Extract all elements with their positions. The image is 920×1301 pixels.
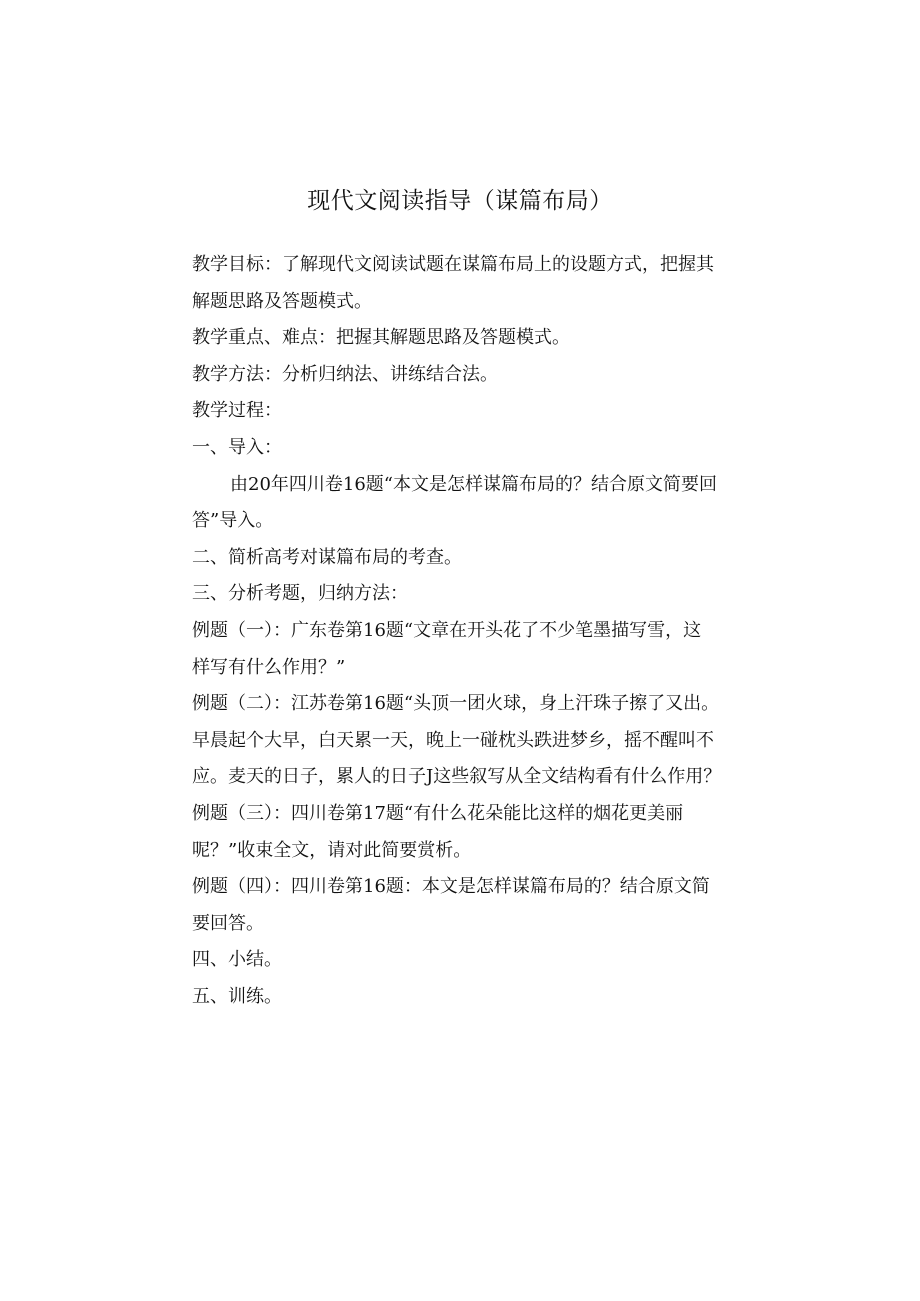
example-4-line-1: 例题（四）：四川卷第16题：本文是怎样谋篇布局的？结合原文简	[192, 876, 710, 898]
section-methods-heading: 三、分析考题，归纳方法：	[192, 583, 408, 605]
document-title: 现代文阅读指导（谋篇布局）	[307, 188, 613, 214]
example-1-line-2: 样写有什么作用？”	[192, 656, 346, 678]
document-body	[192, 247, 744, 1015]
intro-paragraph-line-2: 答”导入。	[192, 510, 274, 532]
example-2-line-1: 例题（二）：江苏卷第16题“头顶一团火球，身上汗珠子擦了又出。	[192, 693, 720, 715]
section-practice-heading: 五、训练。	[192, 985, 282, 1007]
section-intro-heading: 一、导入：	[192, 436, 282, 458]
teaching-goal-line-1: 教学目标：了解现代文阅读试题在谋篇布局上的设题方式，把握其	[192, 254, 714, 275]
teaching-goal-line-2: 解题思路及答题模式。	[192, 290, 372, 312]
section-analysis-heading: 二、简析高考对谋篇布局的考查。	[192, 546, 462, 568]
intro-paragraph-line-1: 由20年四川卷16题“本文是怎样谋篇布局的？结合原文简要回	[230, 473, 718, 495]
teaching-focus-line: 教学重点、难点：把握其解题思路及答题模式。	[192, 327, 570, 349]
example-4-line-2: 要回答。	[192, 912, 264, 934]
example-2-line-3: 应。麦天的日子，累人的日子J这些叙写从全文结构看有什么作用？	[192, 766, 722, 788]
example-1-line-1: 例题（一）：广东卷第16题“文章在开头花了不少笔墨描写雪，这	[192, 619, 702, 641]
section-summary-heading: 四、小结。	[192, 949, 282, 971]
teaching-method-line: 教学方法：分析归纳法、讲练结合法。	[192, 363, 498, 385]
teaching-process-heading: 教学过程：	[192, 400, 282, 422]
example-2-line-2: 早晨起个大早，白天累一天，晚上一碰枕头跌进梦乡，摇不醒叫不	[192, 729, 714, 751]
example-3-line-1: 例题（三）：四川卷第17题“有什么花朵能比这样的烟花更美丽	[192, 802, 684, 824]
example-3-line-2: 呢？”收束全文，请对此简要赏析。	[192, 839, 472, 861]
